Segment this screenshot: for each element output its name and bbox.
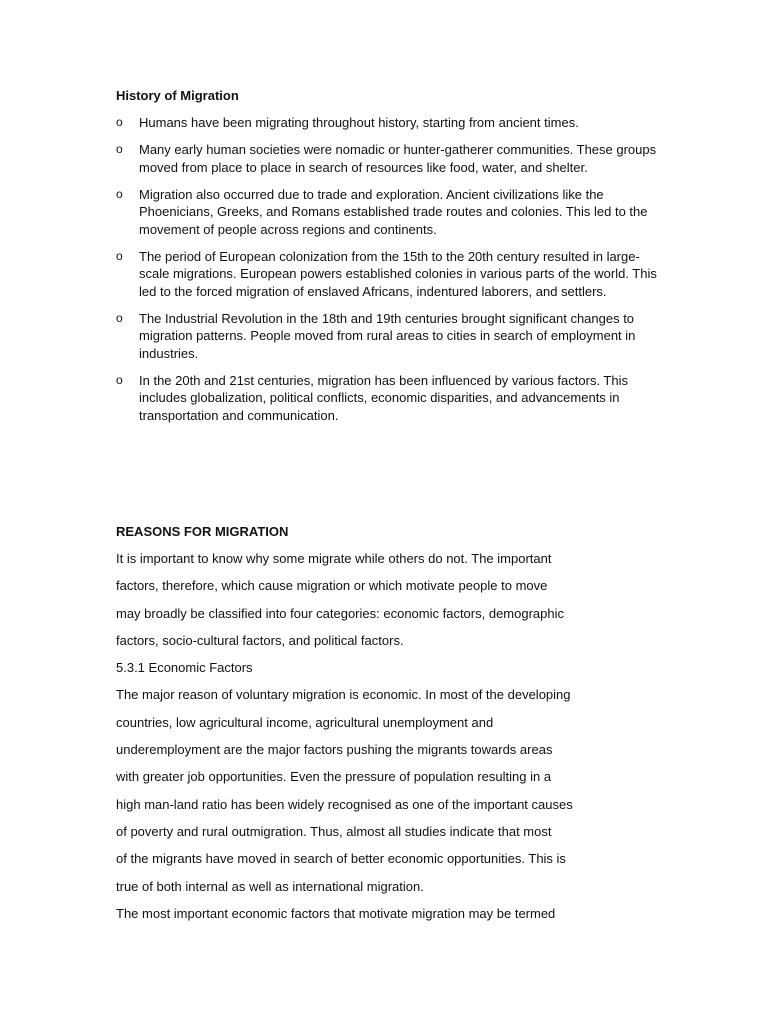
body-line: underemployment are the major factors pushing the migrants towards areas <box>116 742 553 758</box>
body-line: factors, therefore, which cause migration or which motivate people to move <box>116 578 548 594</box>
body-line: of the migrants have moved in search of better economic opportunities. This is <box>116 851 566 867</box>
reasons-body <box>116 545 586 927</box>
bullet-circle-icon: o <box>116 142 123 156</box>
body-line: countries, low agricultural income, agricultural unemployment and <box>116 714 494 730</box>
body-line: may broadly be classified into four categories: economic factors, demographic <box>116 605 564 621</box>
history-heading: History of Migration <box>116 88 239 103</box>
subsection-heading: 5.3.1 Economic Factors <box>116 660 253 676</box>
list-item-text: Migration also occurred due to trade and exploration. Ancient civilizations like the Phoenicians, Greeks, and Romans established trade routes and colonies. This led to the movement of people across regions and continents. <box>139 186 648 237</box>
list-item <box>116 310 661 363</box>
body-line: true of both internal as well as international migration. <box>116 878 424 894</box>
body-line: high man-land ratio has been widely recognised as one of the important causes <box>116 796 573 812</box>
bullet-circle-icon: o <box>116 248 123 263</box>
list-item-text: In the 20th and 21st centuries, migration has been influenced by various factors. This includes globalization, political conflicts, economic disparities, and advancements in transportation and communication. <box>139 372 628 423</box>
list-item-text: Humans have been migrating throughout history, starting from ancient times. <box>139 115 579 130</box>
body-line: factors, socio-cultural factors, and political factors. <box>116 632 404 648</box>
list-item <box>116 372 661 425</box>
list-item-text: The Industrial Revolution in the 18th and 19th centuries brought significant changes to migration patterns. People moved from rural areas to cities in search of employment in industries. <box>139 310 636 361</box>
bullet-circle-icon: o <box>116 372 123 387</box>
history-bullet-list <box>116 114 661 434</box>
list-item <box>116 186 661 239</box>
body-line: The most important economic factors that motivate migration may be termed <box>116 905 556 921</box>
body-line: The major reason of voluntary migration is economic. In most of the developing <box>116 687 571 703</box>
list-item-text: Many early human societies were nomadic or hunter-gatherer communities. These groups moved from place to place in search of resources like food, water, and shelter. <box>139 142 657 175</box>
list-item-text: The period of European colonization from the 15th to the 20th century resulted in large-scale migrations. European powers established colonies in various parts of the world. This led to the forced migration of enslaved Africans, indentured laborers, and settlers. <box>139 248 657 299</box>
list-item <box>116 141 661 176</box>
list-item <box>116 248 661 301</box>
reasons-heading: REASONS FOR MIGRATION <box>116 524 289 539</box>
bullet-circle-icon: o <box>116 186 123 201</box>
bullet-circle-icon: o <box>116 115 123 129</box>
list-item <box>116 114 661 132</box>
bullet-circle-icon: o <box>116 310 123 325</box>
body-line: of poverty and rural outmigration. Thus, almost all studies indicate that most <box>116 823 552 839</box>
body-line: with greater job opportunities. Even the pressure of population resulting in a <box>116 769 552 785</box>
body-line: It is important to know why some migrate while others do not. The important <box>116 551 552 566</box>
